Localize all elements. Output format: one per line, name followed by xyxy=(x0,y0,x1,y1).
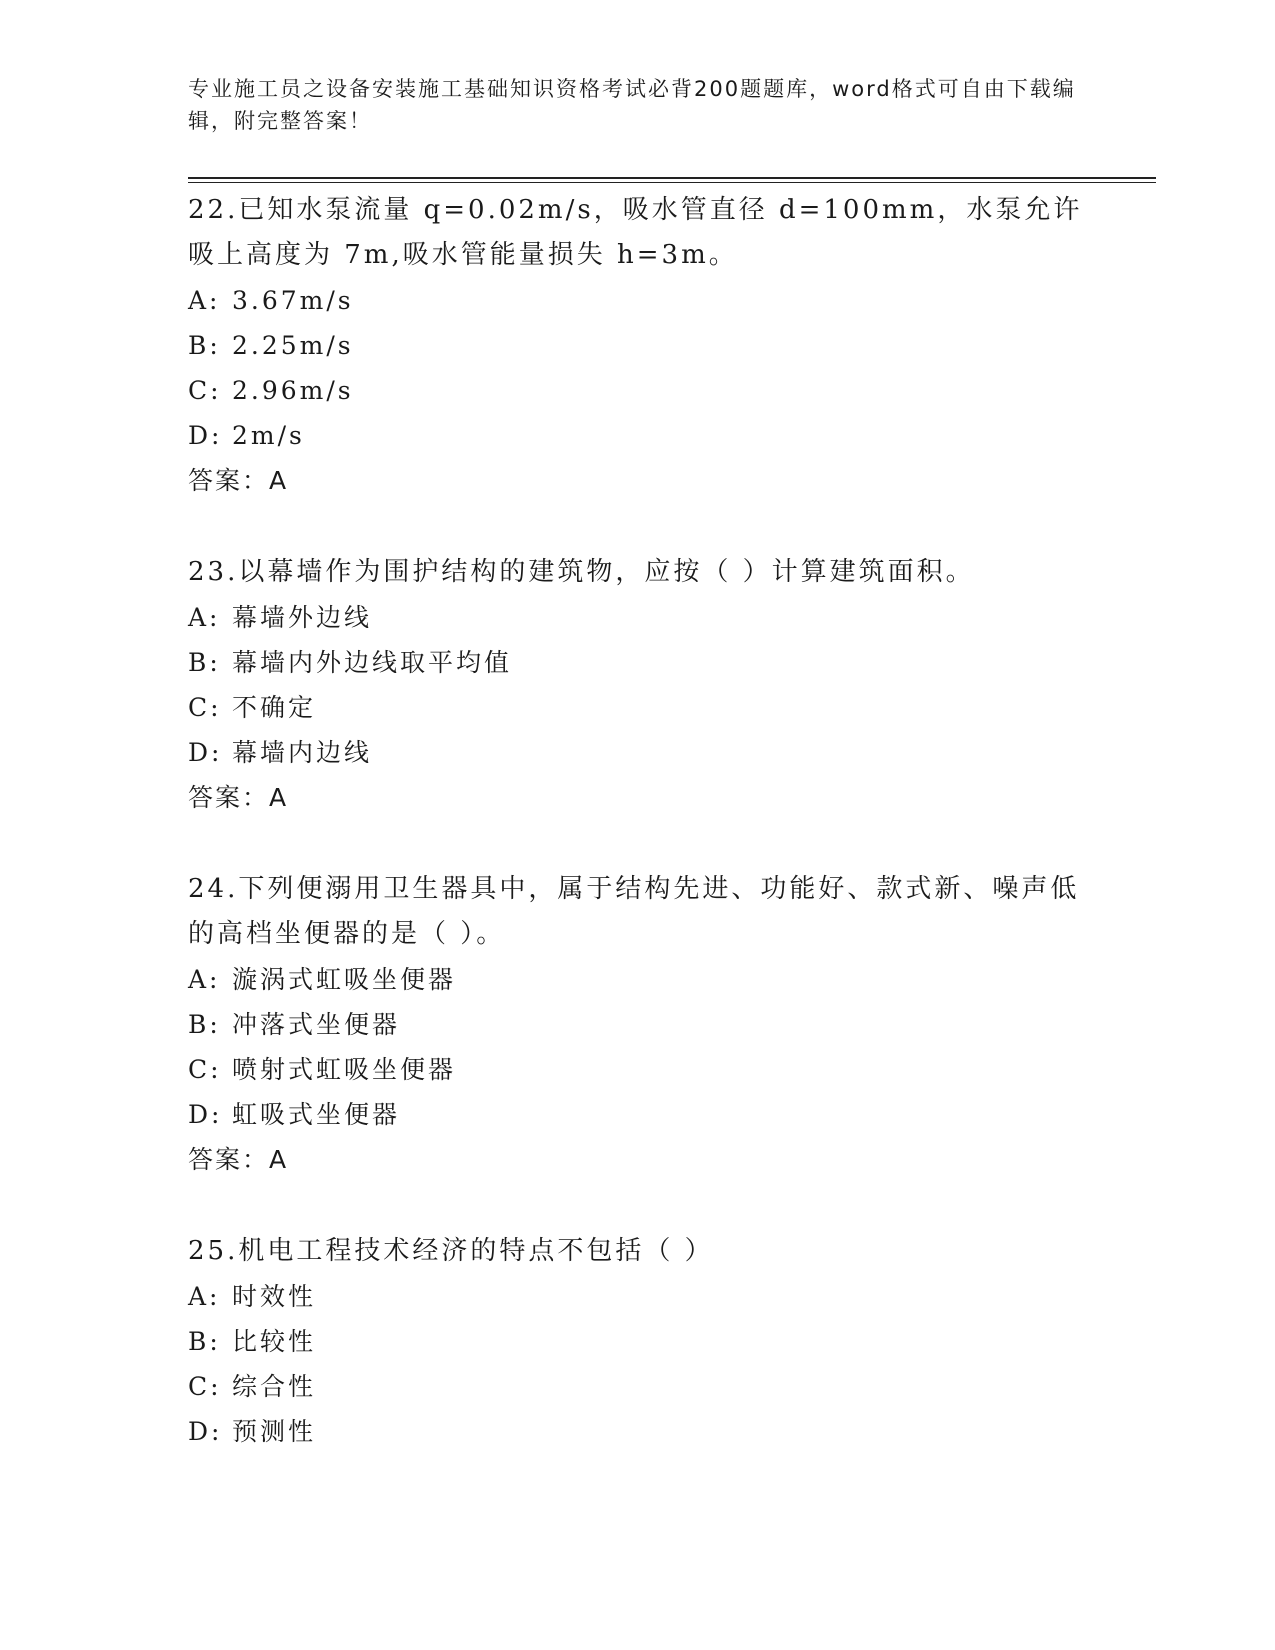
option-text: 2.25m/s xyxy=(232,331,354,360)
option-text: 预测性 xyxy=(232,1417,317,1446)
question-22 xyxy=(188,188,1088,503)
option-letter: C: xyxy=(188,1055,222,1084)
option-text: 2.96m/s xyxy=(232,376,354,405)
answer-label: 答案：A xyxy=(188,783,289,812)
question-25 xyxy=(188,1229,1088,1454)
option-text: 3.67m/s xyxy=(232,286,354,315)
document-intro: 专业施工员之设备安装施工基础知识资格考试必背200题题库，word格式可自由下载编辑，附完整答案！ xyxy=(188,77,1076,133)
option-d xyxy=(188,1092,1088,1137)
option-letter: D: xyxy=(188,738,223,767)
option-b xyxy=(188,323,1088,368)
option-letter: C: xyxy=(188,1372,222,1401)
option-letter: B: xyxy=(188,1327,221,1356)
option-b xyxy=(188,640,1088,685)
option-letter: A: xyxy=(188,1282,221,1311)
option-letter: A: xyxy=(188,286,221,315)
answer-label: 答案：A xyxy=(188,1145,289,1174)
option-text: 比较性 xyxy=(232,1327,317,1356)
option-letter: D: xyxy=(188,1417,223,1446)
option-text: 不确定 xyxy=(232,693,317,722)
header-divider-thin xyxy=(188,182,1156,183)
option-text: 时效性 xyxy=(232,1282,317,1311)
option-d xyxy=(188,1409,1088,1454)
question-24 xyxy=(188,867,1088,1182)
question-list xyxy=(188,188,1088,1501)
option-d xyxy=(188,730,1088,775)
question-stem: 22.已知水泵流量 q=0.02m/s，吸水管直径 d=100mm，水泵允许吸上高度为 7m,吸水管能量损失 h=3m。 xyxy=(188,195,1083,270)
option-letter: D: xyxy=(188,421,223,450)
option-a xyxy=(188,957,1088,1002)
option-text: 幕墙内边线 xyxy=(232,738,373,767)
option-a xyxy=(188,1274,1088,1319)
question-stem: 24.下列便溺用卫生器具中，属于结构先进、功能好、款式新、噪声低的高档坐便器的是（ ）。 xyxy=(188,874,1080,949)
question-stem: 25.机电工程技术经济的特点不包括（ ） xyxy=(188,1236,714,1266)
option-text: 幕墙外边线 xyxy=(232,603,373,632)
answer-label: 答案：A xyxy=(188,466,289,495)
option-letter: A: xyxy=(188,603,221,632)
option-c xyxy=(188,368,1088,413)
option-letter: A: xyxy=(188,965,221,994)
option-letter: B: xyxy=(188,331,221,360)
option-c xyxy=(188,685,1088,730)
option-b xyxy=(188,1002,1088,1047)
option-letter: C: xyxy=(188,376,222,405)
option-letter: D: xyxy=(188,1100,223,1129)
option-text: 综合性 xyxy=(232,1372,317,1401)
option-text: 喷射式虹吸坐便器 xyxy=(232,1055,457,1084)
option-text: 2m/s xyxy=(232,421,305,450)
option-c xyxy=(188,1047,1088,1092)
option-a xyxy=(188,595,1088,640)
option-a xyxy=(188,278,1088,323)
question-stem: 23.以幕墙作为围护结构的建筑物，应按（ ）计算建筑面积。 xyxy=(188,557,975,587)
option-text: 漩涡式虹吸坐便器 xyxy=(232,965,457,994)
option-text: 冲落式坐便器 xyxy=(232,1010,401,1039)
option-c xyxy=(188,1364,1088,1409)
header-divider-thick xyxy=(188,177,1156,179)
option-letter: C: xyxy=(188,693,222,722)
option-d xyxy=(188,413,1088,458)
option-letter: B: xyxy=(188,648,221,677)
option-letter: B: xyxy=(188,1010,221,1039)
question-23 xyxy=(188,550,1088,820)
option-text: 虹吸式坐便器 xyxy=(232,1100,401,1129)
option-text: 幕墙内外边线取平均值 xyxy=(232,648,513,677)
option-b xyxy=(188,1319,1088,1364)
